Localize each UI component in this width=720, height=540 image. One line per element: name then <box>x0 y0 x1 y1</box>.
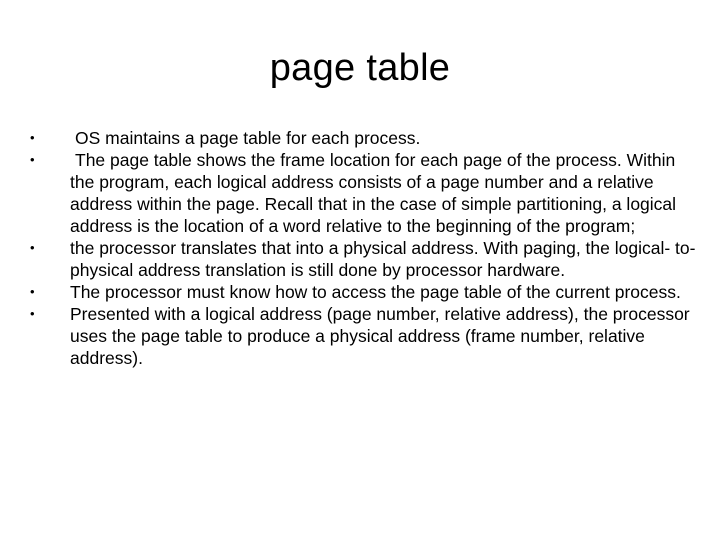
bullet-item-processor-must-know <box>28 281 700 303</box>
bullet-item-os-maintains <box>28 127 700 149</box>
bullet-marker: • <box>30 306 35 321</box>
bullet-text <box>70 127 700 149</box>
bullet-marker: • <box>30 284 35 299</box>
bullet-text: The processor must know how to access the page table of the current process. <box>70 282 681 302</box>
slide-title: page table <box>269 47 451 89</box>
bullet-text-before: OS maintains a <box>75 128 200 148</box>
bullet-marker: • <box>30 240 35 255</box>
bullet-text: the processor translates that into a physical address. With paging, the logical- to-physical address translation is still done by processor hardware. <box>70 238 696 280</box>
bullet-text <box>70 149 700 237</box>
bullet-text: Presented with a logical address (page number, relative address), the processor uses the page table to produce a physical address (frame number, relative address). <box>70 304 690 368</box>
bullet-text-after: for each process. <box>281 128 421 148</box>
bullet-list <box>28 127 700 369</box>
bullet-item-presented-with <box>28 303 700 369</box>
bullet-item-page-table-shows <box>28 149 700 237</box>
bullet-marker: • <box>30 152 35 167</box>
bullet-item-processor-translates <box>28 237 700 281</box>
bullet-text-highlight: page table <box>199 128 282 148</box>
bullet-text-body: The page table shows the frame location for each page of the process. Within the program, each logical address consists of a page number and a relative address within the page. Recall that in the case of simple partitioning, a logical address is the location of a word relative to the beginning of the program; <box>70 150 677 236</box>
bullet-marker: • <box>30 130 35 145</box>
